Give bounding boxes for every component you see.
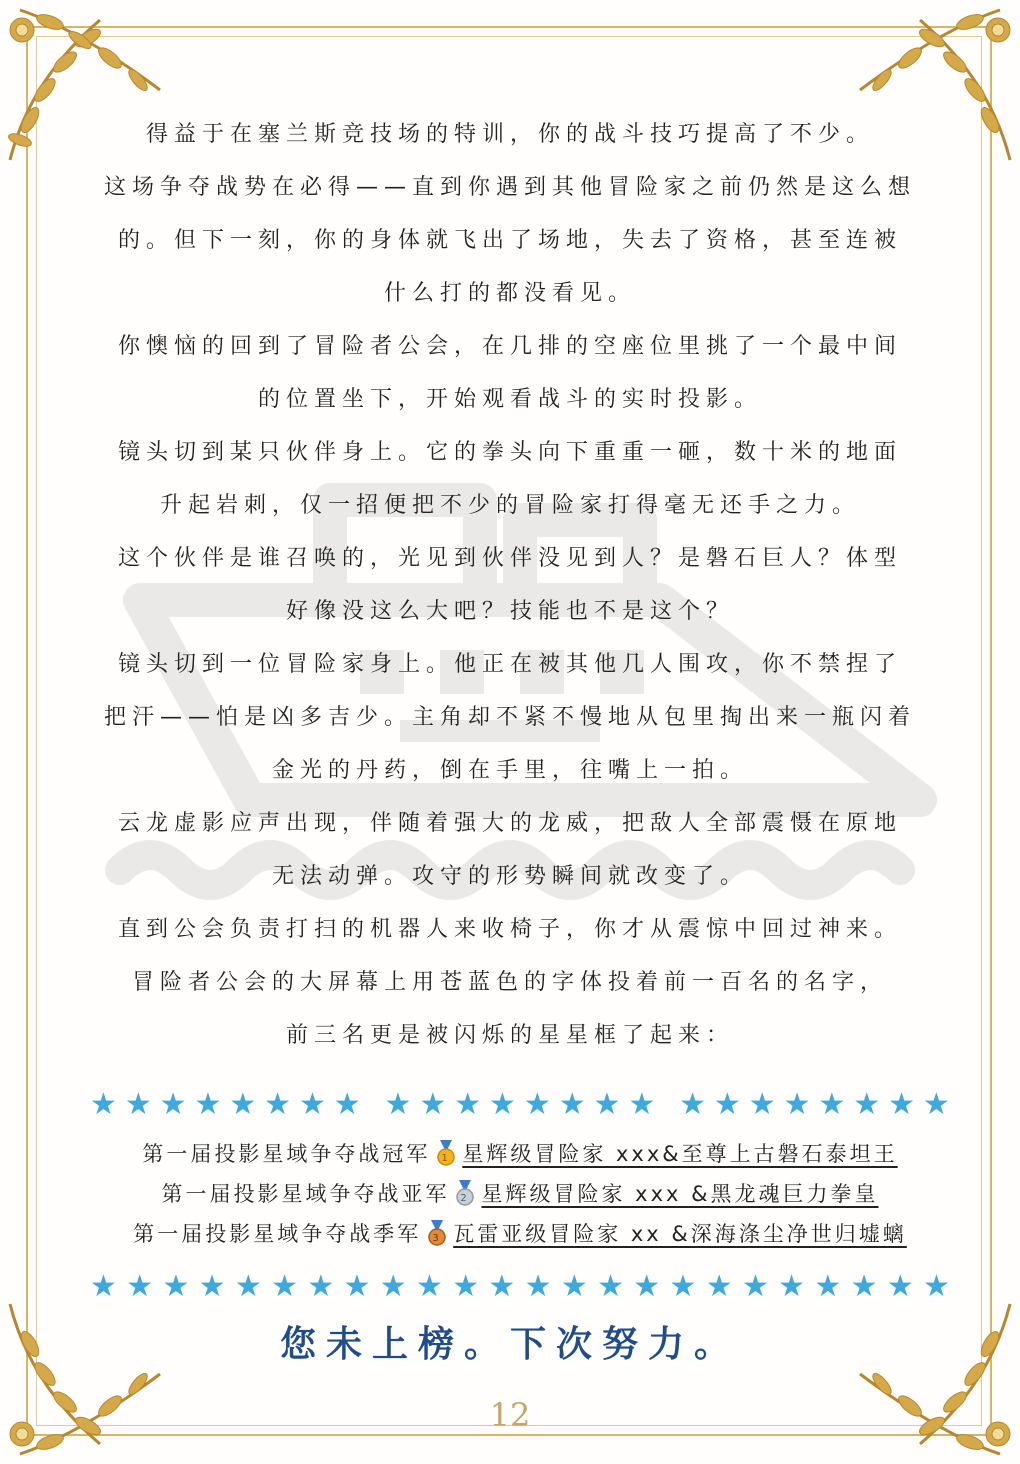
star-icon: ★: [597, 1269, 624, 1304]
star-icon: ★: [419, 1087, 447, 1122]
page-number: 12: [489, 1396, 531, 1434]
star-icon: ★: [818, 1087, 846, 1122]
award-title: 第一届投影星域争夺战亚军: [161, 1182, 450, 1206]
story-line: 这场争夺战势在必得——直到你遇到其他冒险家之前仍然是这么想: [103, 175, 916, 200]
star-icon: ★: [778, 1269, 806, 1304]
award-runner-up: [90, 1178, 950, 1208]
star-icon: ★: [384, 1087, 412, 1122]
story-line: 云龙虚影应声出现，伴随着强大的龙威，把敌人全部震慑在原地: [117, 811, 902, 836]
star-icon: ★: [194, 1087, 222, 1122]
star-icon: ★: [298, 1087, 326, 1122]
star-icon: ★: [454, 1087, 482, 1122]
award-winner: 星辉级冒险家 xxx&至尊上古磐石泰坦王: [462, 1142, 898, 1166]
star-icon: ★: [162, 1269, 190, 1304]
award-title: 第一届投影星域争夺战季军: [133, 1222, 422, 1246]
star-icon: ★: [741, 1269, 769, 1304]
award-third: [90, 1218, 950, 1248]
bronze-medal-icon: [425, 1220, 449, 1246]
star-icon: ★: [343, 1269, 371, 1304]
story-text: [100, 108, 920, 1062]
star-icon: ★: [633, 1269, 661, 1304]
star-icon: ★: [850, 1269, 878, 1304]
star-icon: ★: [679, 1087, 706, 1122]
story-line: 好像没这么大吧？技能也不是这个？: [285, 599, 734, 624]
star-icon: ★: [628, 1087, 656, 1122]
svg-text:3: 3: [432, 1233, 442, 1244]
story-line: 镜头切到某只伙伴身上。它的拳头向下重重一砸，数十米的地面: [117, 440, 902, 465]
award-winner: 星辉级冒险家 xxx &黑龙魂巨力拳皇: [481, 1182, 879, 1206]
gold-medal-icon: [434, 1140, 458, 1166]
star-icon: ★: [593, 1087, 621, 1122]
award-champion: [90, 1138, 950, 1168]
story-line: 这个伙伴是谁召唤的，光见到伙伴没见到人？是磐石巨人？体型: [117, 546, 902, 571]
star-icon: ★: [124, 1087, 152, 1122]
star-icon: ★: [90, 1269, 117, 1304]
star-icon: ★: [379, 1269, 407, 1304]
star-icon: ★: [888, 1087, 915, 1122]
story-line: 镜头切到一位冒险家身上。他正在被其他几人围攻，你不禁捏了: [117, 652, 902, 677]
star-icon: ★: [307, 1269, 335, 1304]
star-icon: ★: [271, 1269, 298, 1304]
star-icon: ★: [488, 1269, 516, 1304]
star-row-bottom: [90, 1269, 950, 1304]
star-icon: ★: [523, 1087, 551, 1122]
star-icon: ★: [159, 1087, 187, 1122]
story-line: 前三名更是被闪烁的星星框了起来：: [285, 1023, 734, 1048]
story-line: 你懊恼的回到了冒险者公会，在几排的空座位里挑了一个最中间: [117, 334, 902, 359]
star-icon: ★: [234, 1269, 262, 1304]
star-icon: ★: [333, 1087, 361, 1122]
star-icon: ★: [748, 1087, 776, 1122]
star-icon: ★: [198, 1269, 226, 1304]
star-icon: ★: [669, 1269, 697, 1304]
story-line: 把汗——怕是凶多吉少。主角却不紧不慢地从包里掏出来一瓶闪着: [103, 705, 916, 730]
star-icon: ★: [886, 1269, 914, 1304]
star-icon: ★: [126, 1269, 154, 1304]
star-icon: ★: [783, 1087, 811, 1122]
award-title: 第一届投影星域争夺战冠军: [142, 1142, 431, 1166]
star-icon: ★: [489, 1087, 516, 1122]
story-line: 得益于在塞兰斯竞技场的特训，你的战斗技巧提高了不少。: [145, 122, 874, 147]
star-icon: ★: [524, 1269, 552, 1304]
star-icon: ★: [415, 1269, 443, 1304]
star-icon: ★: [922, 1087, 950, 1122]
star-icon: ★: [229, 1087, 257, 1122]
star-icon: ★: [923, 1269, 950, 1304]
story-line: 无法动弹。攻守的形势瞬间就改变了。: [271, 864, 748, 889]
star-icon: ★: [713, 1087, 741, 1122]
star-icon: ★: [264, 1087, 292, 1122]
star-icon: ★: [705, 1269, 733, 1304]
star-icon: ★: [558, 1087, 586, 1122]
story-line: 的。但下一刻，你的身体就飞出了场地，失去了资格，甚至连被: [117, 228, 902, 253]
story-line: 直到公会负责打扫的机器人来收椅子，你才从震惊中回过神来。: [117, 917, 902, 942]
silver-medal-icon: [453, 1180, 477, 1206]
star-icon: ★: [452, 1269, 480, 1304]
star-icon: ★: [90, 1087, 117, 1122]
result-message: 您未上榜。下次努力。: [279, 1324, 740, 1365]
star-icon: ★: [560, 1269, 588, 1304]
svg-text:2: 2: [460, 1193, 471, 1204]
star-icon: ★: [814, 1269, 842, 1304]
star-icon: ★: [853, 1087, 881, 1122]
star-row-top: [90, 1087, 950, 1122]
story-line: 冒险者公会的大屏幕上用苍蓝色的字体投着前一百名的名字，: [131, 970, 888, 995]
award-winner: 瓦雷亚级冒险家 xx &深海涤尘净世归墟螭: [453, 1222, 907, 1246]
story-line: 金光的丹药，倒在手里，往嘴上一拍。: [271, 758, 748, 783]
story-line: 升起岩刺，仅一招便把不少的冒险家打得毫无还手之力。: [159, 493, 860, 518]
story-line: 什么打的都没看见。: [383, 281, 636, 306]
story-line: 的位置坐下，开始观看战斗的实时投影。: [257, 387, 762, 412]
svg-text:1: 1: [441, 1153, 452, 1164]
